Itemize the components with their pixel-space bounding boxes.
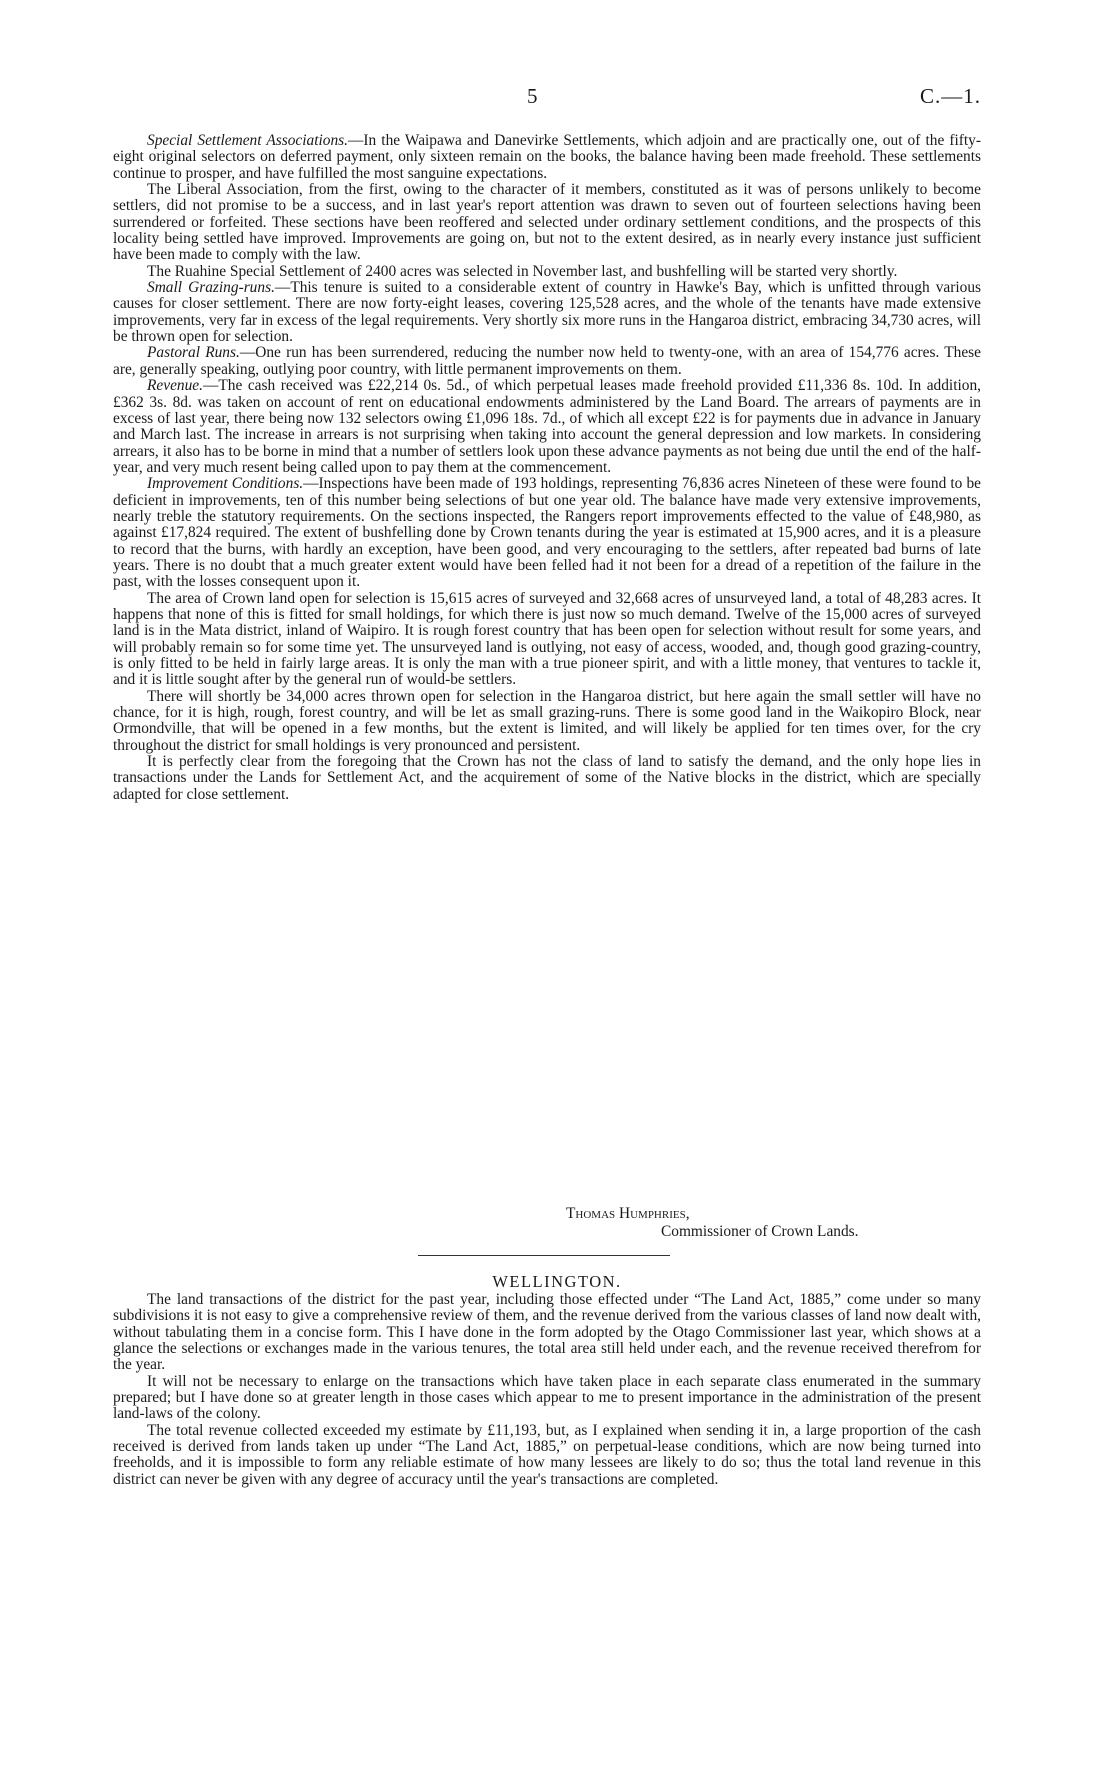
paragraph	[113, 754, 981, 803]
document-reference: C.—1.	[919, 84, 981, 108]
paragraph-lead: Special Settlement Associations.	[147, 132, 348, 149]
hawkes-bay-report-body	[113, 133, 981, 803]
paragraph-lead: Revenue.	[147, 377, 203, 395]
signatory-title: Commissioner of Crown Lands.	[661, 1223, 859, 1240]
page-number: 5	[527, 84, 538, 108]
paragraph-text: The land transactions of the district for the past year, including those effected under “The Land Act, 1885,” come under so many subdivisions it is not easy to give a comprehensive review of them, and the revenue derived from the various classes of land now dealt with, without tabulating them in a concise form. This I have done in the form adopted by the Otago Commissioner last year, which shows at a glance the selections or exchanges made in the various tenures, the total area still held under each, and the revenue received therefrom for the year.	[113, 1291, 981, 1374]
paragraph-text: It will not be necessary to enlarge on the transactions which have taken place in each separate class enumerated in the summary prepared; but I have done so at greater length in those cases which appear to me to present importance in the administration of the present land-laws of the colony.	[113, 1372, 981, 1423]
paragraph	[113, 133, 981, 182]
paragraph-text: The Ruahine Special Settlement of 2400 acres was selected in November last, and bushfelling will be started very shortly.	[147, 262, 898, 280]
paragraph	[113, 476, 981, 590]
section-divider	[418, 1255, 670, 1256]
paragraph	[113, 1374, 981, 1423]
paragraph-text: It is perfectly clear from the foregoing that the Crown has not the class of land to satisfy the demand, and the only hope lies in transactions under the Lands for Settlement Act, and the acquirement of some of the Native blocks in the district, which are specially adapted for close settlement.	[113, 753, 981, 803]
wellington-report-body	[113, 1292, 981, 1488]
paragraph-lead: Pastoral Runs.	[147, 344, 240, 362]
paragraph-lead: Improvement Conditions.	[147, 475, 304, 493]
signature-block	[566, 1205, 859, 1241]
paragraph	[113, 182, 981, 264]
paragraph-text: —The cash received was £22,214 0s. 5d., of which perpetual leases made freehold provided £11,336 8s. 10d. In addition, £362 3s. 8d. was taken on account of rent on educational endowments administered by the Land Board. The arrears of payments are in excess of last year, there being now 132 selectors owing £1,096 18s. 7d., of which all except £22 is for payments due in advance in January and March last. The increase in arrears is not surprising when taking into account the general depression and low markets. In considering arrears, it also has to be borne in mind that a number of settlers look upon these advance payments as not being due until the end of the half-year, and very much resent being called upon to pay them at the commencement.	[113, 377, 981, 476]
section-heading-wellington: WELLINGTON.	[492, 1272, 622, 1291]
paragraph	[113, 264, 981, 280]
paragraph	[113, 591, 981, 689]
paragraph-lead: Small Grazing-runs.	[147, 279, 275, 297]
paragraph-text: The area of Crown land open for selection is 15,615 acres of surveyed and 32,668 acres of unsurveyed land, a total of 48,283 acres. It happens that none of this is fitted for small holdings, for which there is just now so much demand. Twelve of the 15,000 acres of surveyed land is in the Mata district, inland of Waipiro. It is rough forest country that has been open for selection without result for some years, and will probably remain so for some time yet. The unsurveyed land is outlying, not easy of access, wooded, and, though good grazing-country, is only fitted to be held in fairly large areas. It is only the man with a true pioneer spirit, and with a little money, that ventures to tackle it, and it is little sought after by the general run of would-be settlers.	[113, 589, 981, 689]
paragraph	[113, 345, 981, 378]
paragraph-text: —This tenure is suited to a considerable extent of country in Hawke's Bay, which is unfitted through various causes for closer settlement. There are now forty-eight leases, covering 125,528 acres, and the whole of the tenants have made extensive improvements, very far in excess of the legal requirements. Very shortly six more runs in the Hangaroa district, embracing 34,730 acres, will be thrown open for selection.	[113, 279, 982, 346]
paragraph	[113, 689, 981, 754]
paragraph-text: —Inspections have been made of 193 holdings, representing 76,836 acres Nineteen of these were found to be deficient in improvements, ten of this number being selections of but one year old. The balance have made very extensive improvements, nearly treble the statutory requirements. On the sections inspected, the Rangers report improvements effected to the value of £48,980, as against £17,824 required. The extent of bushfelling done by Crown tenants during the year is estimated at 15,900 acres, and it is a pleasure to record that the burns, with hardly an exception, have been good, and very encouraging to the settlers, after repeated bad burns of late years. There is no doubt that a much greater extent would have been felled had it not been for a dread of a repetition of the failure in the past, with the losses consequent upon it.	[113, 475, 981, 591]
paragraph	[113, 1423, 981, 1488]
paragraph-text: There will shortly be 34,000 acres thrown open for selection in the Hangaroa district, but here again the small settler will have no chance, for it is high, rough, forest country, and will be let as small grazing-runs. There is some good land in the Waikopiro Block, near Ormondville, that will be opened in a few months, but the extent is limited, and will likely be applied for ten times over, for the cry throughout the district for small holdings is very pronounced and persistent.	[113, 687, 981, 754]
paragraph	[113, 378, 981, 476]
paragraph	[113, 1292, 981, 1374]
paragraph-text: The total revenue collected exceeded my estimate by £11,193, but, as I explained when sending it in, a large proportion of the cash received is derived from lands taken up under “The Land Act, 1885,” on perpetual-lease conditions, which are now being turned into freeholds, and it is impossible to form any reliable estimate of how many lessees are likely to do so; thus the total land revenue in this district can never be given with any degree of accuracy until the year's transactions are completed.	[113, 1421, 981, 1488]
paragraph	[113, 280, 981, 345]
paragraph-text: —One run has been surrendered, reducing the number now held to twenty-one, with an area of 154,776 acres. These are, generally speaking, outlying poor country, with little permanent improvements on them.	[113, 344, 982, 378]
paragraph-text: The Liberal Association, from the first, owing to the character of it members, constituted as it was of persons unlikely to become settlers, did not promise to be a success, and in last year's report attention was drawn to seven out of fourteen selections having been surrendered or forfeited. These sections have been reoffered and selected under ordinary settlement conditions, and the prospects of this locality being settled have improved. Improvements are going on, but not to the extent desired, as in nearly every instance just sufficient have been made to comply with the law.	[113, 181, 981, 264]
signatory-name: Thomas Humphries,	[566, 1205, 690, 1222]
paragraph-text: —In the Waipawa and Danevirke Settlements, which adjoin and are practically one, out of the fifty-eight original selectors on deferred payment, only sixteen remain on the books, the balance having been made freehold. These settlements continue to prosper, and have fulfilled the most sanguine expectations.	[113, 132, 981, 182]
